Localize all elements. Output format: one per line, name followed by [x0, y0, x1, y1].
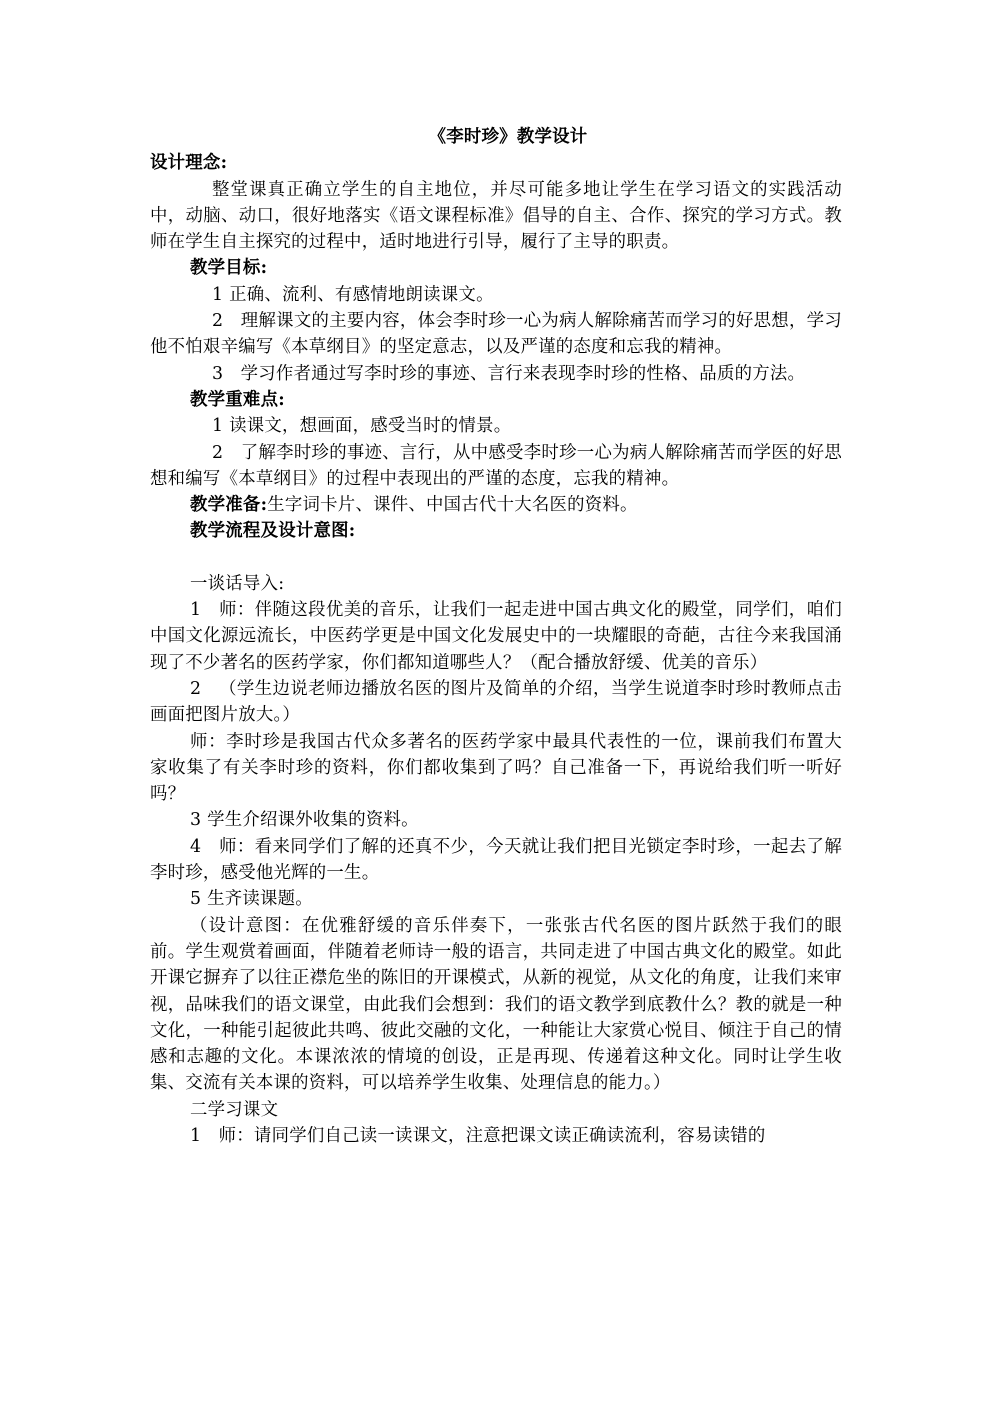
document-body — [150, 124, 842, 1149]
goals-heading: 教学目标: — [190, 258, 268, 279]
part1-item: 2 （学生边说老师边播放名医的图片及简单的介绍，当学生说道李时珍时教师点击画面把图片放大。） — [150, 678, 842, 726]
part1-item: 师：李时珍是我国古代众多著名的医药学家中最具代表性的一位，课前我们布置大家收集了有关李时珍的资料，你们都收集到了吗？自己准备一下，再说给我们听一听好吗？ — [150, 731, 842, 805]
blank-line — [150, 545, 842, 571]
goal-item: 1 正确、流利、有感情地朗读课文。 — [212, 284, 494, 305]
part1-item: 3 学生介绍课外收集的资料。 — [190, 810, 419, 831]
document-title: 《李时珍》教学设计 — [428, 127, 588, 147]
goal-item: 3 学习作者通过写李时珍的事迹、言行来表现李时珍的性格、品质的方法。 — [212, 363, 806, 384]
part2-item: 1 师：请同学们自己读一读课文，注意把课文读正确读流利，容易读错的 — [190, 1125, 766, 1146]
part1-item: 4 师：看来同学们了解的还真不少，今天就让我们把目光锁定李时珍，一起去了解李时珍，感受他光辉的一生。 — [150, 836, 842, 884]
flow-heading: 教学流程及设计意图: — [190, 521, 356, 542]
prep-heading: 教学准备: — [190, 495, 268, 516]
part1-item: 5 生齐读课题。 — [190, 889, 313, 910]
prep-line — [150, 492, 842, 518]
part1-heading: 一谈话导入: — [190, 573, 285, 594]
design-intent-paragraph: （设计意图：在优雅舒缓的音乐伴奏下，一张张古代名医的图片跃然于我们的眼前。学生观赏着画面，伴随着老师诗一般的语言，共同走进了中国古典文化的殿堂。如此开课它摒弃了以往正襟危坐的陈旧的开课模式，从新的视觉，从文化的角度，让我们来审视，品味我们的语文课堂，由此我们会想到：我们的语文教学到底教什么？教的就是一种文化，一种能引起彼此共鸣、彼此交融的文化，一种能让大家赏心悦目、倾注于自己的情感和志趣的文化。本课浓浓的情境的创设，正是再现、传递着这种文化。同时让学生收集、交流有关本课的资料，可以培养学生收集、处理信息的能力。） — [150, 915, 842, 1094]
keypoints-heading: 教学重难点: — [190, 389, 285, 410]
goal-item: 2 理解课文的主要内容，体会李时珍一心为病人解除痛苦而学习的好思想，学习他不怕艰辛编写《本草纲目》的坚定意志，以及严谨的态度和忘我的精神。 — [150, 311, 842, 358]
part1-item: 1 师：伴随这段优美的音乐，让我们一起走进中国古典文化的殿堂，同学们，咱们中国文化源远流长，中医药学更是中国文化发展史中的一块耀眼的奇葩，古往今来我国涌现了不少著名的医药学家，你们都知道哪些人？（配合播放舒缓、优美的音乐） — [150, 600, 842, 673]
keypoint-item: 2 了解李时珍的事迹、言行，从中感受李时珍一心为病人解除痛苦而学医的好思想和编写《本草纲目》的过程中表现出的严谨的态度，忘我的精神。 — [150, 442, 842, 489]
concept-paragraph: 整堂课真正确立学生的自主地位，并尽可能多地让学生在学习语文的实践活动中，动脑、动口，很好地落实《语文课程标准》倡导的自主、合作、探究的学习方式。教师在学生自主探究的过程中，适时地进行引导，履行了主导的职责。 — [150, 179, 842, 253]
part2-heading: 二学习课文 — [190, 1099, 279, 1120]
prep-text: 生字词卡片、课件、中国古代十大名医的资料。 — [267, 495, 638, 516]
keypoint-item: 1 读课文，想画面，感受当时的情景。 — [212, 416, 512, 437]
concept-heading: 设计理念: — [150, 153, 228, 174]
